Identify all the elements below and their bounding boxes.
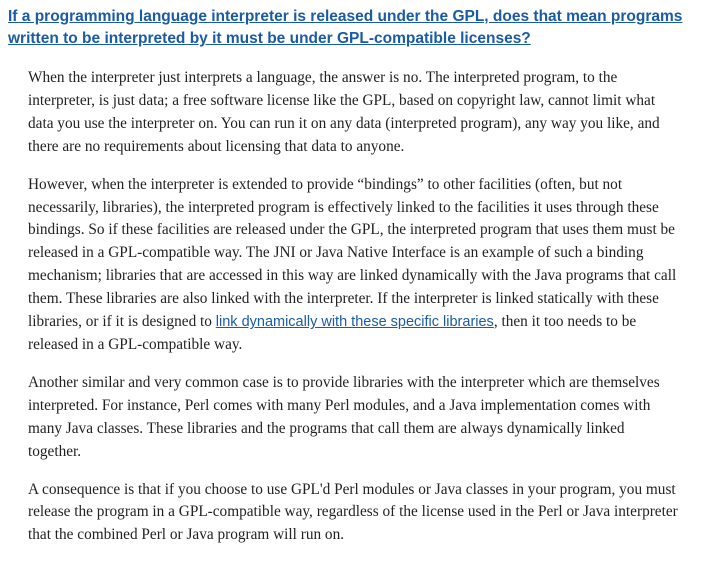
link-dynamically-specific-libraries-link[interactable]: link dynamically with these specific libraries bbox=[215, 314, 494, 331]
answer-paragraph-2-text-after-link: , then it too needs to be released in a GPL-compatible way. bbox=[28, 313, 637, 353]
faq-question-link[interactable]: If a programming language interpreter is released under the GPL, does that mean programs written to be interpreted by it must be under GPL-compatible licenses? bbox=[8, 8, 683, 47]
answer-paragraph-3: Another similar and very common case is to provide libraries with the interpreter which are themselves interpreted. For instance, Perl comes with many Perl modules, and a Java implementation comes with many Java classes. These libraries and the programs that call them are always dynamically linked together. bbox=[28, 373, 660, 460]
faq-question-heading bbox=[8, 6, 698, 50]
answer-paragraph-2 bbox=[28, 174, 678, 357]
faq-answer bbox=[28, 67, 678, 562]
answer-paragraph-4: A consequence is that if you choose to use GPL'd Perl modules or Java classes in your program, you must release the program in a GPL-compatible way, regardless of the license used in the Perl or Java interpreter that the combined Perl or Java program will run on. bbox=[28, 480, 678, 544]
answer-paragraph-1: When the interpreter just interprets a language, the answer is no. The interpreted program, to the interpreter, is just data; a free software license like the GPL, based on copyright law, cannot limit what data you use the interpreter on. You can run it on any data (interpreted program), any way you like, and there are no requirements about licensing that data to anyone. bbox=[28, 69, 660, 155]
answer-paragraph-2-text-before-link: However, when the interpreter is extended to provide “bindings” to other facilities (often, but not necessarily, libraries), the interpreted program is effectively linked to the facilities it uses through these bindings. So if these facilities are released under the GPL, the interpreted program that uses them must be released in a GPL-compatible way. The JNI or Java Native Interface is an example of such a binding mechanism; libraries that are accessed in this way are linked dynamically with the Java programs that call them. These libraries are also linked with the interpreter. If the interpreter is linked statically with these libraries, or if it is designed to bbox=[28, 175, 677, 331]
